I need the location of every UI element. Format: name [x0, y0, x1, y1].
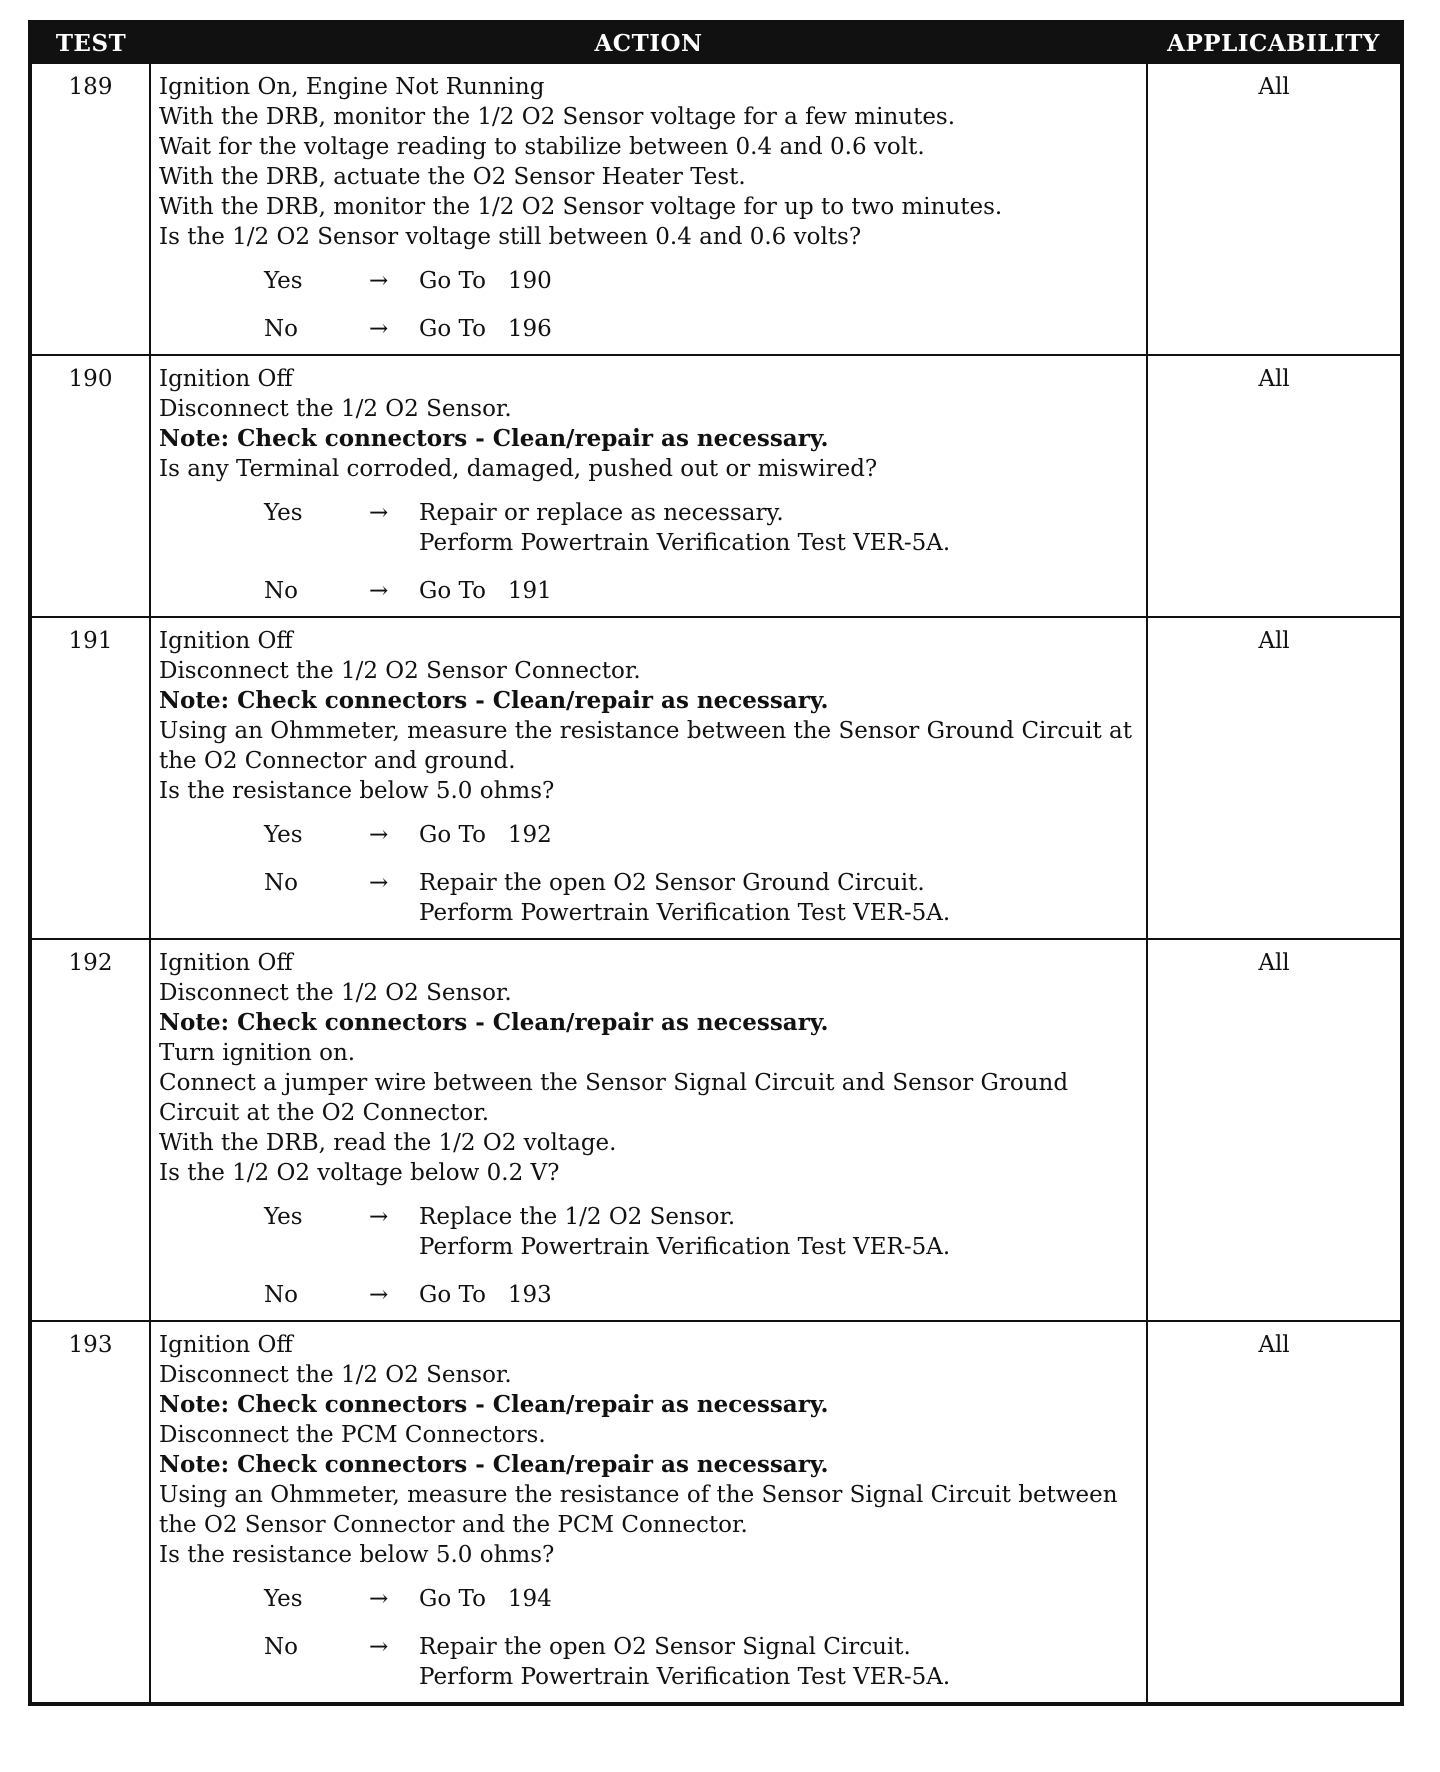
action-cell — [150, 939, 1147, 1321]
answer-item — [264, 1584, 1140, 1614]
step-text: Wait for the voltage reading to stabilize between 0.4 and 0.6 volt. — [159, 134, 925, 160]
answer-label: No — [264, 578, 298, 604]
table-row — [30, 939, 1402, 1321]
answer-label: No — [264, 1634, 298, 1660]
arrow-icon: → — [369, 870, 389, 896]
step-text: With the DRB, monitor the 1/2 O2 Sensor voltage for a few minutes. — [159, 104, 956, 130]
step-text: Ignition On, Engine Not Running — [159, 74, 545, 100]
step-text: Disconnect the PCM Connectors. — [159, 1422, 546, 1448]
arrow-icon: → — [369, 822, 389, 848]
answer-item — [264, 1632, 1140, 1692]
answer-result-line: Replace the 1/2 O2 Sensor. — [419, 1204, 736, 1230]
note-text: Note: Check connectors - Clean/repair as necessary. — [159, 1391, 829, 1418]
answer-item — [264, 1202, 1140, 1262]
answer-label: Yes — [264, 500, 303, 526]
answer-item — [264, 576, 1140, 606]
step-text: Is the 1/2 O2 voltage below 0.2 V? — [159, 1160, 560, 1186]
answer-label: Yes — [264, 268, 303, 294]
step-text: Using an Ohmmeter, measure the resistance of the Sensor Signal Circuit between the O2 Sensor Connector and the PCM Connector. — [159, 1482, 1118, 1538]
action-cell — [150, 63, 1147, 355]
answer-label: No — [264, 316, 298, 342]
answer-result — [419, 820, 1140, 850]
answer-result-line: Repair the open O2 Sensor Signal Circuit. — [419, 1634, 911, 1660]
step-text: Disconnect the 1/2 O2 Sensor. — [159, 396, 512, 422]
step-text: Is the resistance below 5.0 ohms? — [159, 1542, 555, 1568]
table-header-row — [30, 22, 1402, 63]
step-text: Disconnect the 1/2 O2 Sensor. — [159, 980, 512, 1006]
action-cell — [150, 617, 1147, 939]
answer-result-line: Go To 196 — [419, 316, 552, 342]
step-text: Ignition Off — [159, 366, 293, 392]
action-cell — [150, 1321, 1147, 1704]
answer-result-line: Go To 190 — [419, 268, 552, 294]
step-text: With the DRB, actuate the O2 Sensor Heater Test. — [159, 164, 746, 190]
table-row — [30, 355, 1402, 617]
test-number: 189 — [30, 63, 150, 355]
step-text: Disconnect the 1/2 O2 Sensor. — [159, 1362, 512, 1388]
answer-list — [159, 820, 1140, 928]
answer-result — [419, 1280, 1140, 1310]
answer-item — [264, 820, 1140, 850]
answer-list — [159, 1584, 1140, 1692]
applicability-value: All — [1147, 939, 1402, 1321]
answer-result — [419, 1202, 1140, 1262]
header-applicability: APPLICABILITY — [1147, 22, 1402, 63]
step-text: Ignition Off — [159, 628, 293, 654]
note-text: Note: Check connectors - Clean/repair as necessary. — [159, 1009, 829, 1036]
arrow-icon: → — [369, 1634, 389, 1660]
answer-label: Yes — [264, 822, 303, 848]
applicability-value: All — [1147, 617, 1402, 939]
answer-result-line: Repair or replace as necessary. — [419, 500, 784, 526]
answer-result-line: Go To 194 — [419, 1586, 552, 1612]
answer-label: Yes — [264, 1586, 303, 1612]
arrow-icon: → — [369, 500, 389, 526]
answer-result — [419, 1632, 1140, 1692]
answer-result-line: Perform Powertrain Verification Test VER-5A. — [419, 900, 951, 926]
arrow-icon: → — [369, 1282, 389, 1308]
applicability-value: All — [1147, 63, 1402, 355]
test-number: 193 — [30, 1321, 150, 1704]
header-test: TEST — [30, 22, 150, 63]
answer-result — [419, 1584, 1140, 1614]
answer-list — [159, 498, 1140, 606]
answer-result — [419, 576, 1140, 606]
answer-item — [264, 1280, 1140, 1310]
answer-item — [264, 314, 1140, 344]
answer-item — [264, 266, 1140, 296]
answer-result-line: Repair the open O2 Sensor Ground Circuit. — [419, 870, 925, 896]
test-number: 190 — [30, 355, 150, 617]
table-row — [30, 1321, 1402, 1704]
applicability-value: All — [1147, 1321, 1402, 1704]
answer-result-line: Perform Powertrain Verification Test VER-5A. — [419, 1234, 951, 1260]
note-text: Note: Check connectors - Clean/repair as necessary. — [159, 687, 829, 714]
applicability-value: All — [1147, 355, 1402, 617]
answer-list — [159, 266, 1140, 344]
table-row — [30, 617, 1402, 939]
arrow-icon: → — [369, 1586, 389, 1612]
table-body — [30, 63, 1402, 1704]
answer-label: Yes — [264, 1204, 303, 1230]
answer-result — [419, 266, 1140, 296]
step-text: With the DRB, monitor the 1/2 O2 Sensor voltage for up to two minutes. — [159, 194, 1003, 220]
answer-item — [264, 868, 1140, 928]
test-number: 191 — [30, 617, 150, 939]
answer-result-line: Perform Powertrain Verification Test VER-5A. — [419, 530, 951, 556]
answer-label: No — [264, 870, 298, 896]
step-text: Ignition Off — [159, 950, 293, 976]
header-action: ACTION — [150, 22, 1147, 63]
answer-result-line: Go To 191 — [419, 578, 552, 604]
step-text: Turn ignition on. — [159, 1040, 356, 1066]
answer-result — [419, 498, 1140, 558]
step-text: Is any Terminal corroded, damaged, pushed out or miswired? — [159, 456, 878, 482]
step-text: Connect a jumper wire between the Sensor Signal Circuit and Sensor Ground Circuit at the O2 Connector. — [159, 1070, 1069, 1126]
table-row — [30, 63, 1402, 355]
arrow-icon: → — [369, 268, 389, 294]
answer-list — [159, 1202, 1140, 1310]
arrow-icon: → — [369, 578, 389, 604]
answer-result — [419, 868, 1140, 928]
note-text: Note: Check connectors - Clean/repair as necessary. — [159, 425, 829, 452]
answer-result-line: Perform Powertrain Verification Test VER-5A. — [419, 1664, 951, 1690]
arrow-icon: → — [369, 1204, 389, 1230]
arrow-icon: → — [369, 316, 389, 342]
step-text: Using an Ohmmeter, measure the resistance between the Sensor Ground Circuit at the O2 Connector and ground. — [159, 718, 1132, 774]
answer-item — [264, 498, 1140, 558]
note-text: Note: Check connectors - Clean/repair as necessary. — [159, 1451, 829, 1478]
diagnostic-test-table — [28, 20, 1404, 1706]
step-text: Disconnect the 1/2 O2 Sensor Connector. — [159, 658, 641, 684]
answer-result — [419, 314, 1140, 344]
step-text: Is the 1/2 O2 Sensor voltage still between 0.4 and 0.6 volts? — [159, 224, 862, 250]
action-cell — [150, 355, 1147, 617]
answer-result-line: Go To 192 — [419, 822, 552, 848]
test-number: 192 — [30, 939, 150, 1321]
step-text: Ignition Off — [159, 1332, 293, 1358]
step-text: Is the resistance below 5.0 ohms? — [159, 778, 555, 804]
answer-label: No — [264, 1282, 298, 1308]
step-text: With the DRB, read the 1/2 O2 voltage. — [159, 1130, 617, 1156]
answer-result-line: Go To 193 — [419, 1282, 552, 1308]
